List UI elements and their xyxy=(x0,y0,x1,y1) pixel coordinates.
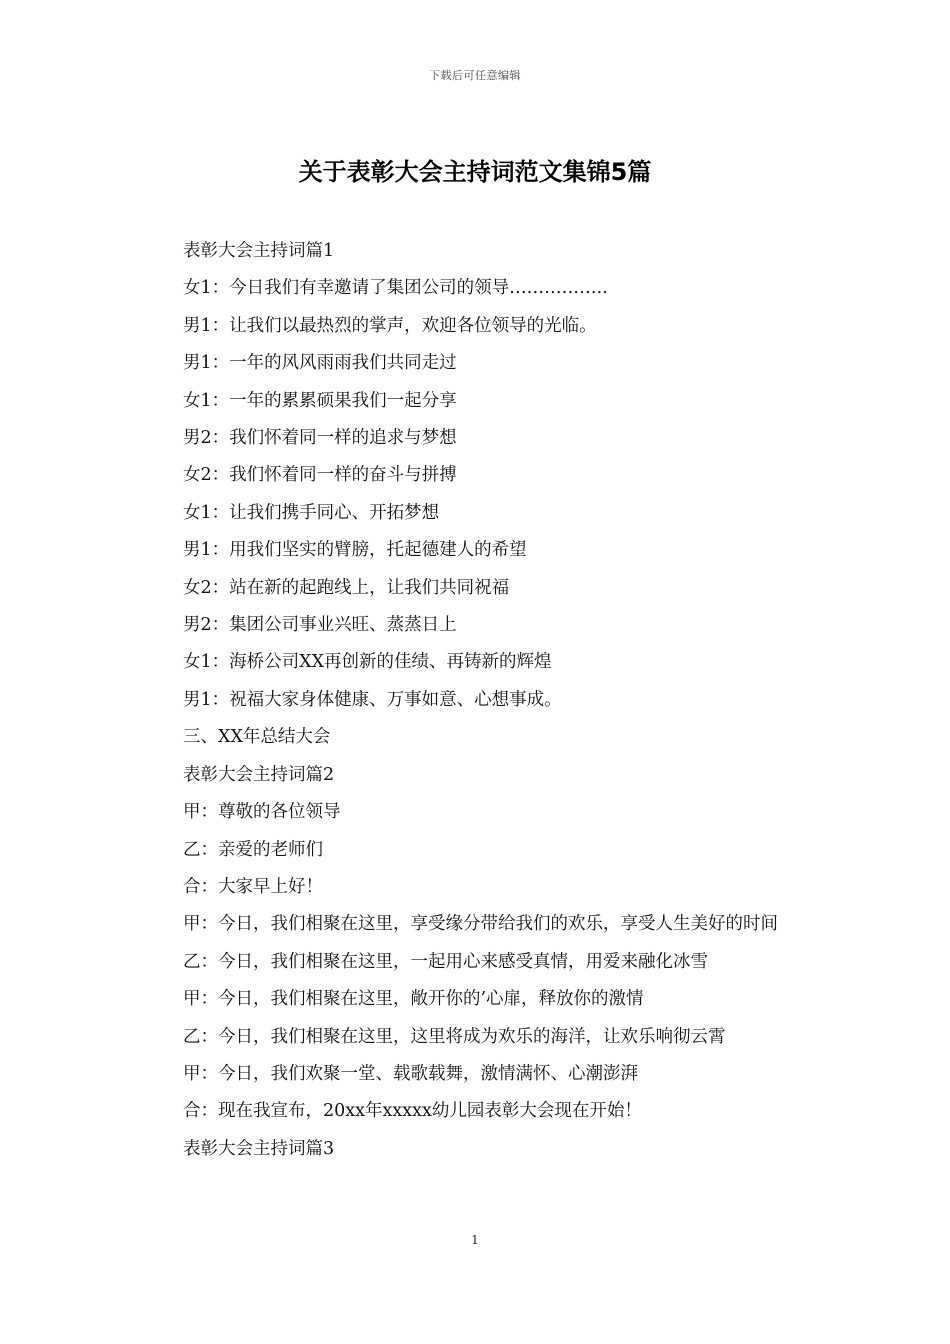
document-body xyxy=(143,233,813,1168)
paragraph: 男2：集团公司事业兴旺、蒸蒸日上 xyxy=(183,615,457,636)
section-heading: 三、XX年总结大会 xyxy=(183,727,331,748)
paragraph: 女1：让我们携手同心、开拓梦想 xyxy=(183,502,440,523)
page-number: 1 xyxy=(471,1233,479,1247)
paragraph: 甲：今日，我们欢聚一堂、载歌载舞，激情满怀、心潮澎湃 xyxy=(183,1063,638,1084)
paragraph: 乙：今日，我们相聚在这里，这里将成为欢乐的海洋，让欢乐响彻云霄 xyxy=(183,1026,726,1047)
paragraph: 女2：我们怀着同一样的奋斗与拼搏 xyxy=(183,465,457,486)
paragraph: 女1：一年的累累硕果我们一起分享 xyxy=(183,390,457,411)
section-heading: 表彰大会主持词篇3 xyxy=(183,1138,335,1159)
paragraph: 乙：亲爱的老师们 xyxy=(183,839,323,860)
section-heading: 表彰大会主持词篇2 xyxy=(183,764,335,785)
paragraph: 男2：我们怀着同一样的追求与梦想 xyxy=(183,428,457,449)
paragraph: 女2：站在新的起跑线上，让我们共同祝福 xyxy=(183,577,510,598)
paragraph: 男1：让我们以最热烈的掌声，欢迎各位领导的光临。 xyxy=(183,315,597,336)
header-note: 下载后可任意编辑 xyxy=(429,69,521,82)
paragraph: 合：现在我宣布，20xx年xxxxx幼儿园表彰大会现在开始！ xyxy=(183,1101,642,1122)
paragraph: 甲：今日，我们相聚在这里，敞开你的’心扉，释放你的激情 xyxy=(183,989,644,1010)
paragraph: 女1：今日我们有幸邀请了集团公司的领导…………….. xyxy=(183,278,608,299)
paragraph: 男1：一年的风风雨雨我们共同走过 xyxy=(183,353,457,374)
paragraph: 男1：祝福大家身体健康、万事如意、心想事成。 xyxy=(183,689,562,710)
paragraph: 乙：今日，我们相聚在这里，一起用心来感受真情，用爱来融化冰雪 xyxy=(183,951,708,972)
paragraph: 表彰大会主持词篇1 xyxy=(183,241,335,261)
paragraph: 甲：今日，我们相聚在这里，享受缘分带给我们的欢乐，享受人生美好的时间 xyxy=(183,914,778,935)
paragraph: 女1：海桥公司XX再创新的佳绩、再铸新的辉煌 xyxy=(183,652,552,673)
paragraph: 甲：尊敬的各位领导 xyxy=(183,802,341,823)
paragraph: 合：大家早上好！ xyxy=(183,876,323,897)
paragraph: 男1：用我们坚实的臂膀，托起德建人的希望 xyxy=(183,540,527,561)
document-title: 关于表彰大会主持词范文集锦5篇 xyxy=(298,158,652,186)
